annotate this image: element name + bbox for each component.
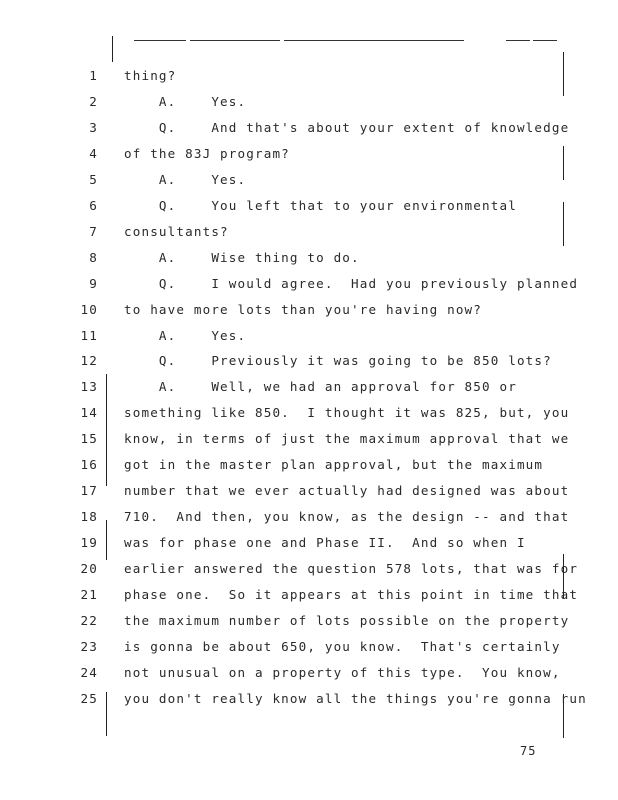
line-text: A. Yes. (124, 93, 247, 109)
line-number: 4 (89, 145, 98, 161)
line-number: 9 (89, 275, 98, 291)
line-text: earlier answered the question 578 lots, that was for (124, 561, 579, 577)
line-number: 13 (80, 379, 98, 395)
line-number: 17 (80, 483, 98, 499)
transcript-line (0, 379, 618, 405)
line-text: consultants? (124, 223, 229, 239)
transcript-line (0, 509, 618, 535)
line-number: 16 (80, 457, 98, 473)
header-rule (190, 40, 280, 41)
line-number: 18 (80, 509, 98, 525)
line-number: 23 (80, 638, 98, 654)
line-number: 20 (80, 561, 98, 577)
header-rule (134, 40, 186, 41)
transcript-line (0, 198, 618, 224)
line-number: 10 (80, 301, 98, 317)
transcript-line (0, 587, 618, 613)
line-text: was for phase one and Phase II. And so when I (124, 535, 526, 551)
transcript-line (0, 431, 618, 457)
line-text: A. Yes. (124, 171, 247, 187)
transcript-line (0, 535, 618, 561)
line-number: 7 (89, 223, 98, 239)
line-text: know, in terms of just the maximum approval that we (124, 431, 570, 447)
line-text: the maximum number of lots possible on the property (124, 612, 570, 628)
line-text: to have more lots than you're having now? (124, 301, 483, 317)
line-text: A. Wise thing to do. (124, 249, 360, 265)
transcript-line (0, 250, 618, 276)
transcript-line (0, 457, 618, 483)
line-number: 11 (80, 327, 98, 343)
header-rule (506, 40, 530, 41)
line-number: 24 (80, 664, 98, 680)
line-text: Q. I would agree. Had you previously planned (124, 275, 579, 291)
line-number: 3 (89, 119, 98, 135)
line-text: not unusual on a property of this type. You know, (124, 664, 561, 680)
header-rule (284, 40, 464, 41)
transcript-line (0, 120, 618, 146)
line-text: A. Yes. (124, 327, 247, 343)
left-margin-bar (112, 36, 113, 62)
line-number: 19 (80, 535, 98, 551)
line-text: something like 850. I thought it was 825, but, you (124, 405, 570, 421)
line-text: 710. And then, you know, as the design -- and that (124, 509, 570, 525)
line-text: Q. You left that to your environmental (124, 197, 517, 213)
transcript-line (0, 561, 618, 587)
transcript-line (0, 665, 618, 691)
transcript-line (0, 613, 618, 639)
line-number: 2 (89, 93, 98, 109)
line-text: phase one. So it appears at this point in time that (124, 587, 579, 602)
transcript-line (0, 146, 618, 172)
transcript-line (0, 405, 618, 431)
line-number: 6 (89, 197, 98, 213)
line-number: 22 (80, 612, 98, 628)
line-text: Q. And that's about your extent of knowledge (124, 119, 570, 135)
transcript-line (0, 68, 618, 94)
line-number: 21 (80, 587, 98, 602)
line-number: 8 (89, 249, 98, 265)
transcript-line (0, 94, 618, 120)
transcript-line (0, 328, 618, 354)
transcript-line (0, 224, 618, 250)
page-number: 75 (520, 744, 537, 758)
line-number: 15 (80, 431, 98, 447)
header-rule (533, 40, 557, 41)
line-number: 5 (89, 171, 98, 187)
line-text: you don't really know all the things you're gonna run (124, 690, 587, 706)
line-text: thing? (124, 68, 177, 83)
line-text: of the 83J program? (124, 145, 290, 161)
transcript-line (0, 276, 618, 302)
transcript-line (0, 302, 618, 328)
transcript-line (0, 691, 618, 717)
transcript-line (0, 353, 618, 379)
line-text: A. Well, we had an approval for 850 or (124, 379, 517, 395)
line-number: 14 (80, 405, 98, 421)
line-text: Q. Previously it was going to be 850 lots? (124, 353, 552, 369)
line-number: 25 (80, 690, 98, 706)
transcript-line (0, 172, 618, 198)
line-text: got in the master plan approval, but the maximum (124, 457, 544, 473)
line-number: 1 (89, 68, 98, 83)
line-number: 12 (80, 353, 98, 369)
transcript-line (0, 483, 618, 509)
line-text: number that we ever actually had designed was about (124, 483, 570, 499)
line-text: is gonna be about 650, you know. That's certainly (124, 638, 561, 654)
transcript-line (0, 639, 618, 665)
